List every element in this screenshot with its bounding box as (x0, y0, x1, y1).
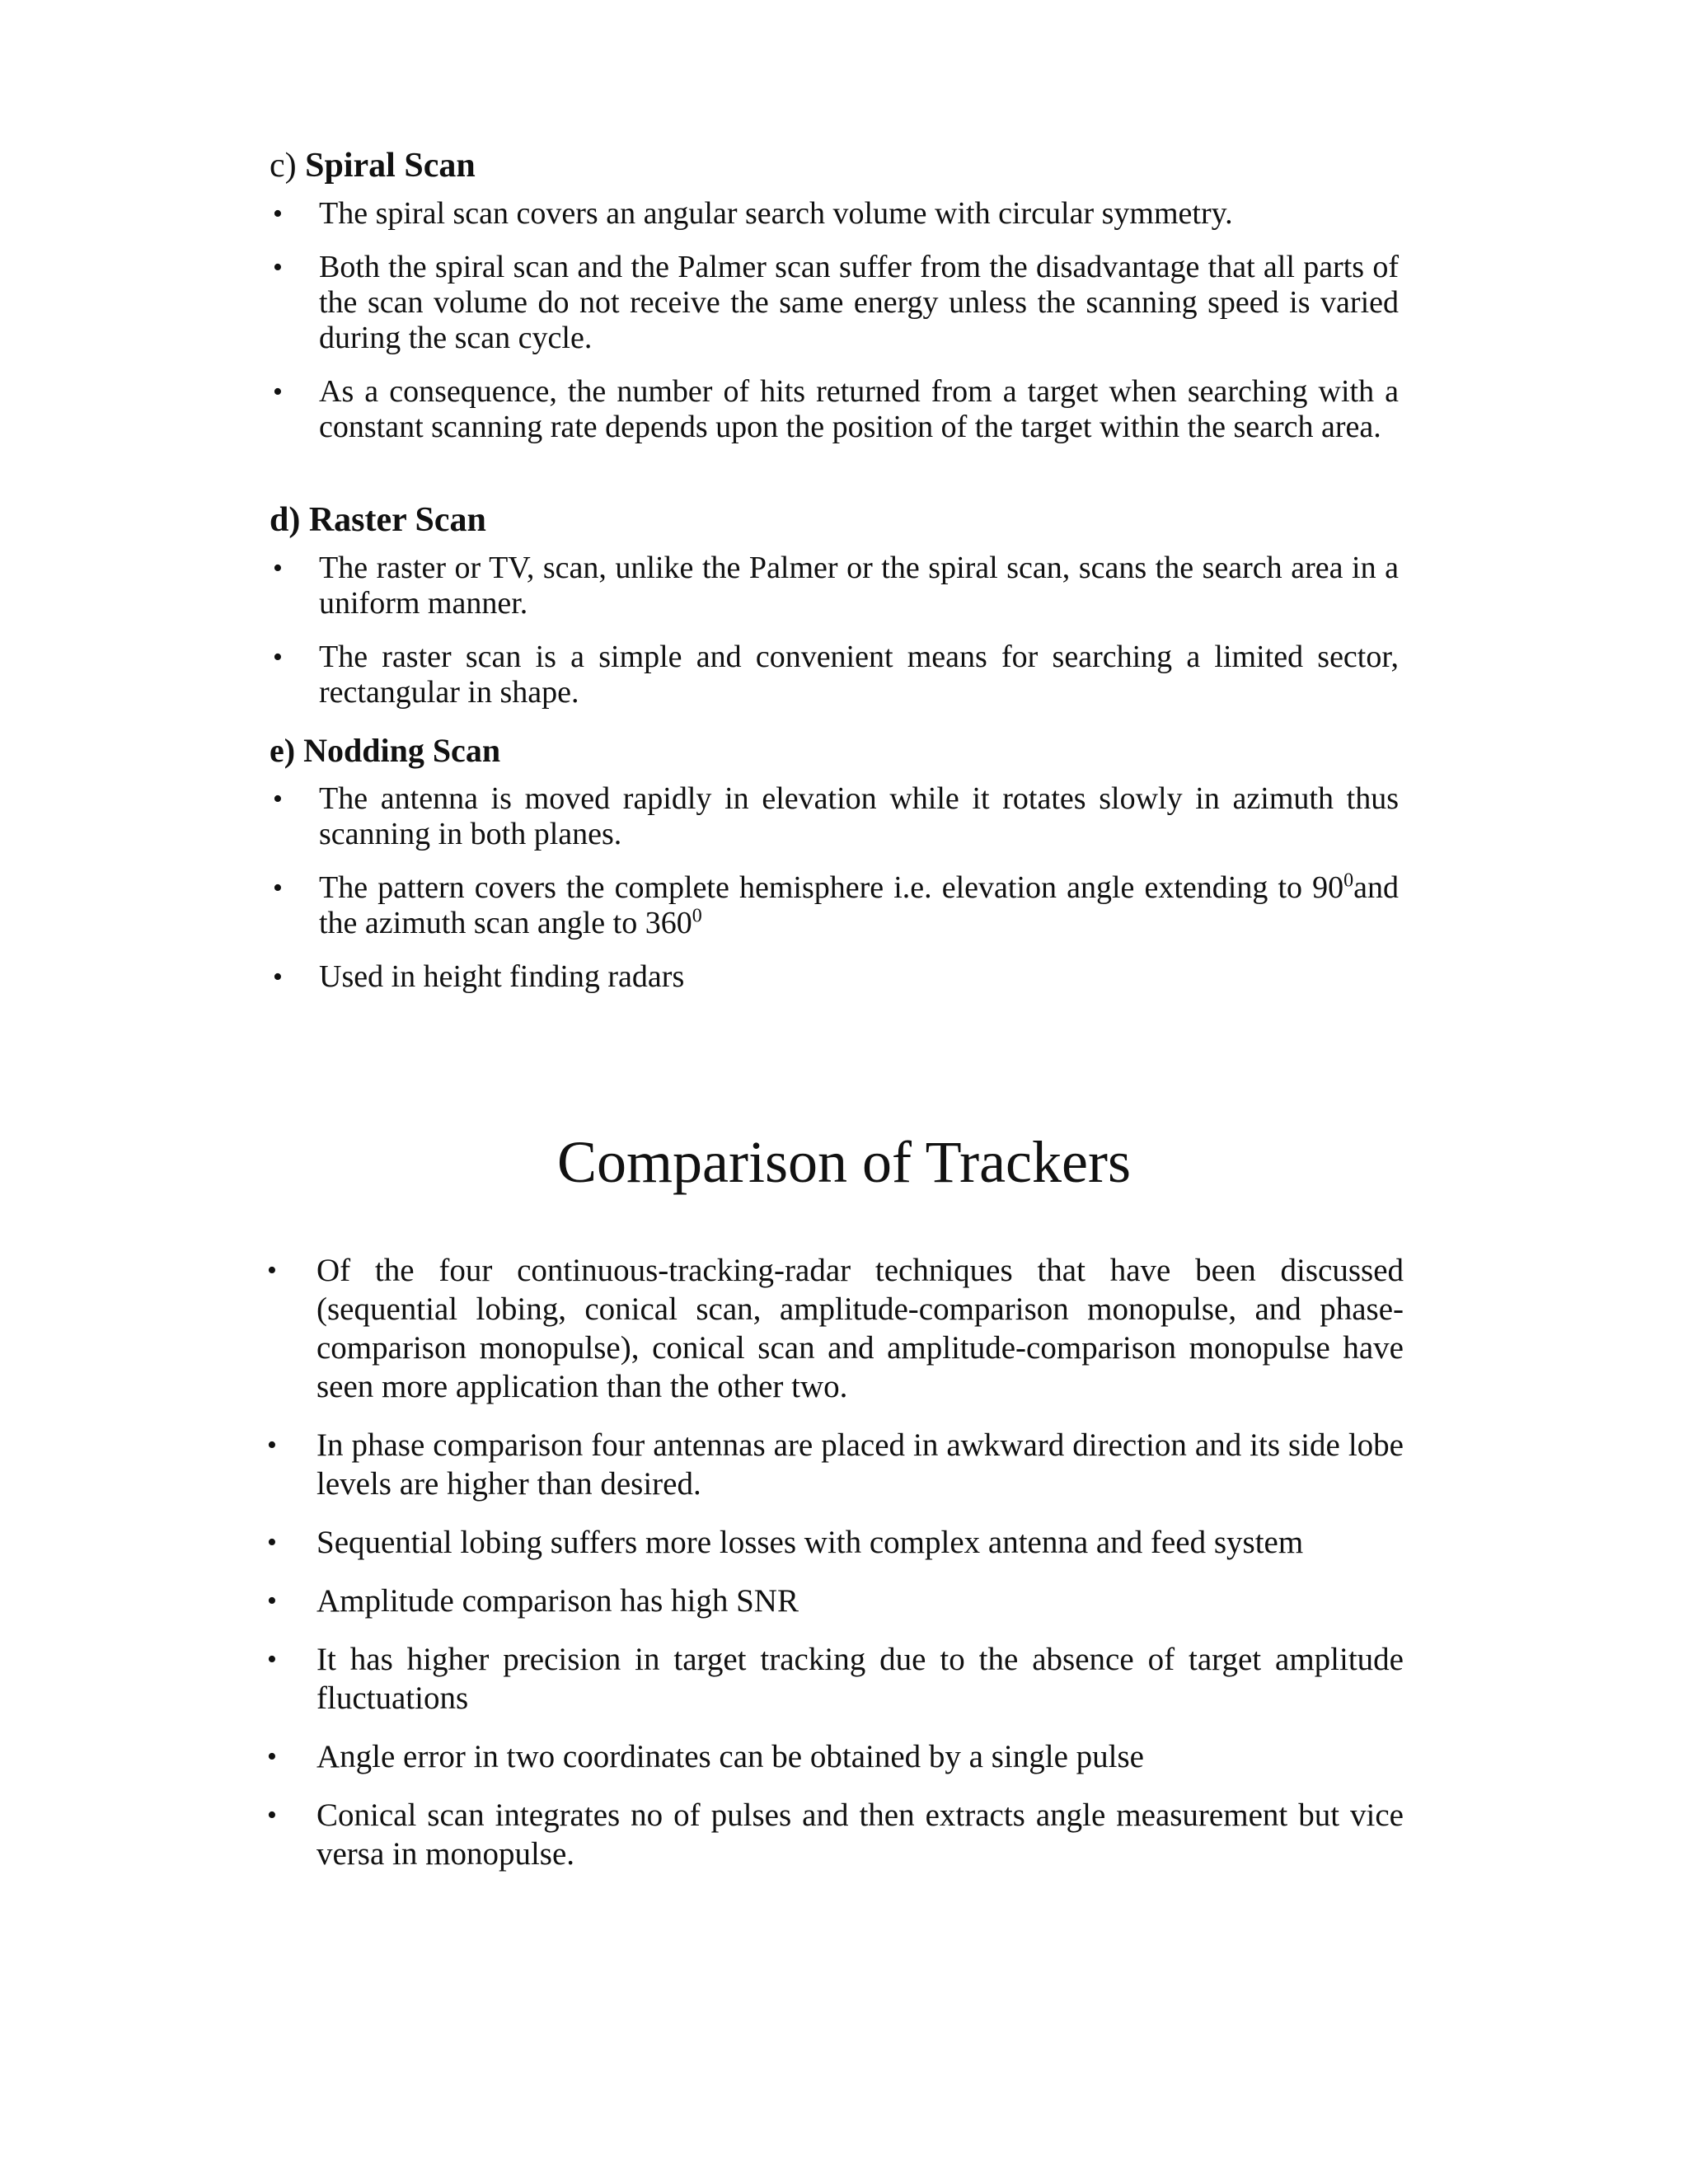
list-item (270, 250, 1399, 356)
list-item-text: In phase comparison four antennas are placed in awkward direction and its side lobe levels are higher than desired. (316, 1427, 1404, 1502)
superscript: 0 (1343, 869, 1354, 892)
list-item (270, 870, 1399, 941)
bullet-icon: • (273, 199, 283, 229)
bullet-icon: • (267, 1430, 277, 1460)
list-item (264, 1523, 1404, 1562)
bullet-icon: • (273, 553, 283, 583)
list-item (270, 374, 1399, 445)
list-item (264, 1426, 1404, 1503)
bullet-icon: • (273, 252, 283, 283)
list-item (270, 640, 1399, 710)
section-raster-scan (270, 499, 1399, 729)
list-item-text: The raster scan is a simple and convenient means for searching a limited sector, rectangular in shape. (319, 640, 1399, 710)
list-item-text: The raster or TV, scan, unlike the Palmer or the spiral scan, scans the search area in a uniform manner. (319, 551, 1399, 621)
bullet-list (264, 1251, 1404, 1873)
list-item (264, 1737, 1404, 1776)
section-nodding-scan (270, 730, 1399, 1013)
list-item-text (319, 870, 1399, 940)
bullet-icon: • (273, 377, 283, 407)
section-spiral-scan (270, 145, 1399, 463)
bullet-list (270, 551, 1399, 710)
list-item-text: Sequential lobing suffers more losses with complex antenna and feed system (316, 1525, 1304, 1560)
list-item (264, 1251, 1404, 1406)
bullet-icon: • (267, 1586, 277, 1616)
list-item-text: Amplitude comparison has high SNR (316, 1583, 799, 1619)
heading-title: Spiral Scan (305, 147, 476, 185)
list-item-text: Of the four continuous-tracking-radar techniques that have been discussed (sequential lobing, conical scan, amplitude-comparison monopulse, and phase-comparison monopulse), conical scan and amplitude-comparison monopulse have seen more application than the other two. (316, 1253, 1404, 1404)
bullet-icon: • (273, 784, 283, 814)
heading-prefix: c) (270, 147, 306, 185)
list-item-text: The antenna is moved rapidly in elevation while it rotates slowly in azimuth thus scanning in both planes. (319, 781, 1399, 851)
list-item (264, 1640, 1404, 1718)
bullet-icon: • (267, 1741, 277, 1772)
heading-nodding-scan: e) Nodding Scan (270, 732, 501, 769)
list-item (270, 551, 1399, 621)
list-item (264, 1796, 1404, 1873)
list-item (270, 781, 1399, 852)
bullet-icon: • (267, 1527, 277, 1558)
bullet-icon: • (273, 642, 283, 673)
list-item (270, 196, 1399, 232)
list-item-text: Angle error in two coordinates can be obtained by a single pulse (316, 1739, 1144, 1774)
bullet-icon: • (267, 1255, 277, 1286)
list-item (270, 959, 1399, 995)
heading-raster-scan: d) Raster Scan (270, 501, 486, 539)
bullet-icon: • (267, 1644, 277, 1675)
bullet-list (270, 781, 1399, 995)
list-item-text: Used in height finding radars (319, 959, 685, 994)
text-part: The pattern covers the complete hemisphere i.e. elevation angle extending to 90 (319, 870, 1344, 905)
list-item-text: Conical scan integrates no of pulses and then extracts angle measurement but vice versa in monopulse. (316, 1797, 1404, 1872)
page-title: Comparison of Trackers (557, 1129, 1131, 1195)
list-item-text: It has higher precision in target tracking due to the absence of target amplitude fluctuations (316, 1642, 1404, 1716)
bullet-icon: • (273, 873, 283, 903)
superscript: 0 (692, 905, 702, 927)
text-part: and the azimuth scan angle to 360 (319, 870, 1399, 940)
heading-spiral-scan (270, 145, 1399, 186)
bullet-icon: • (267, 1800, 277, 1830)
list-item-text: As a consequence, the number of hits returned from a target when searching with a constant scanning rate depends upon the position of the target within the search area. (319, 374, 1399, 444)
bullet-icon: • (273, 962, 283, 992)
section-comparison (264, 1251, 1404, 1893)
list-item-text: The spiral scan covers an angular search volume with circular symmetry. (319, 196, 1233, 231)
list-item-text: Both the spiral scan and the Palmer scan suffer from the disadvantage that all parts of the scan volume do not receive the same energy unless the scanning speed is varied during the scan cycle. (319, 250, 1399, 355)
bullet-list (270, 196, 1399, 445)
list-item (264, 1582, 1404, 1620)
